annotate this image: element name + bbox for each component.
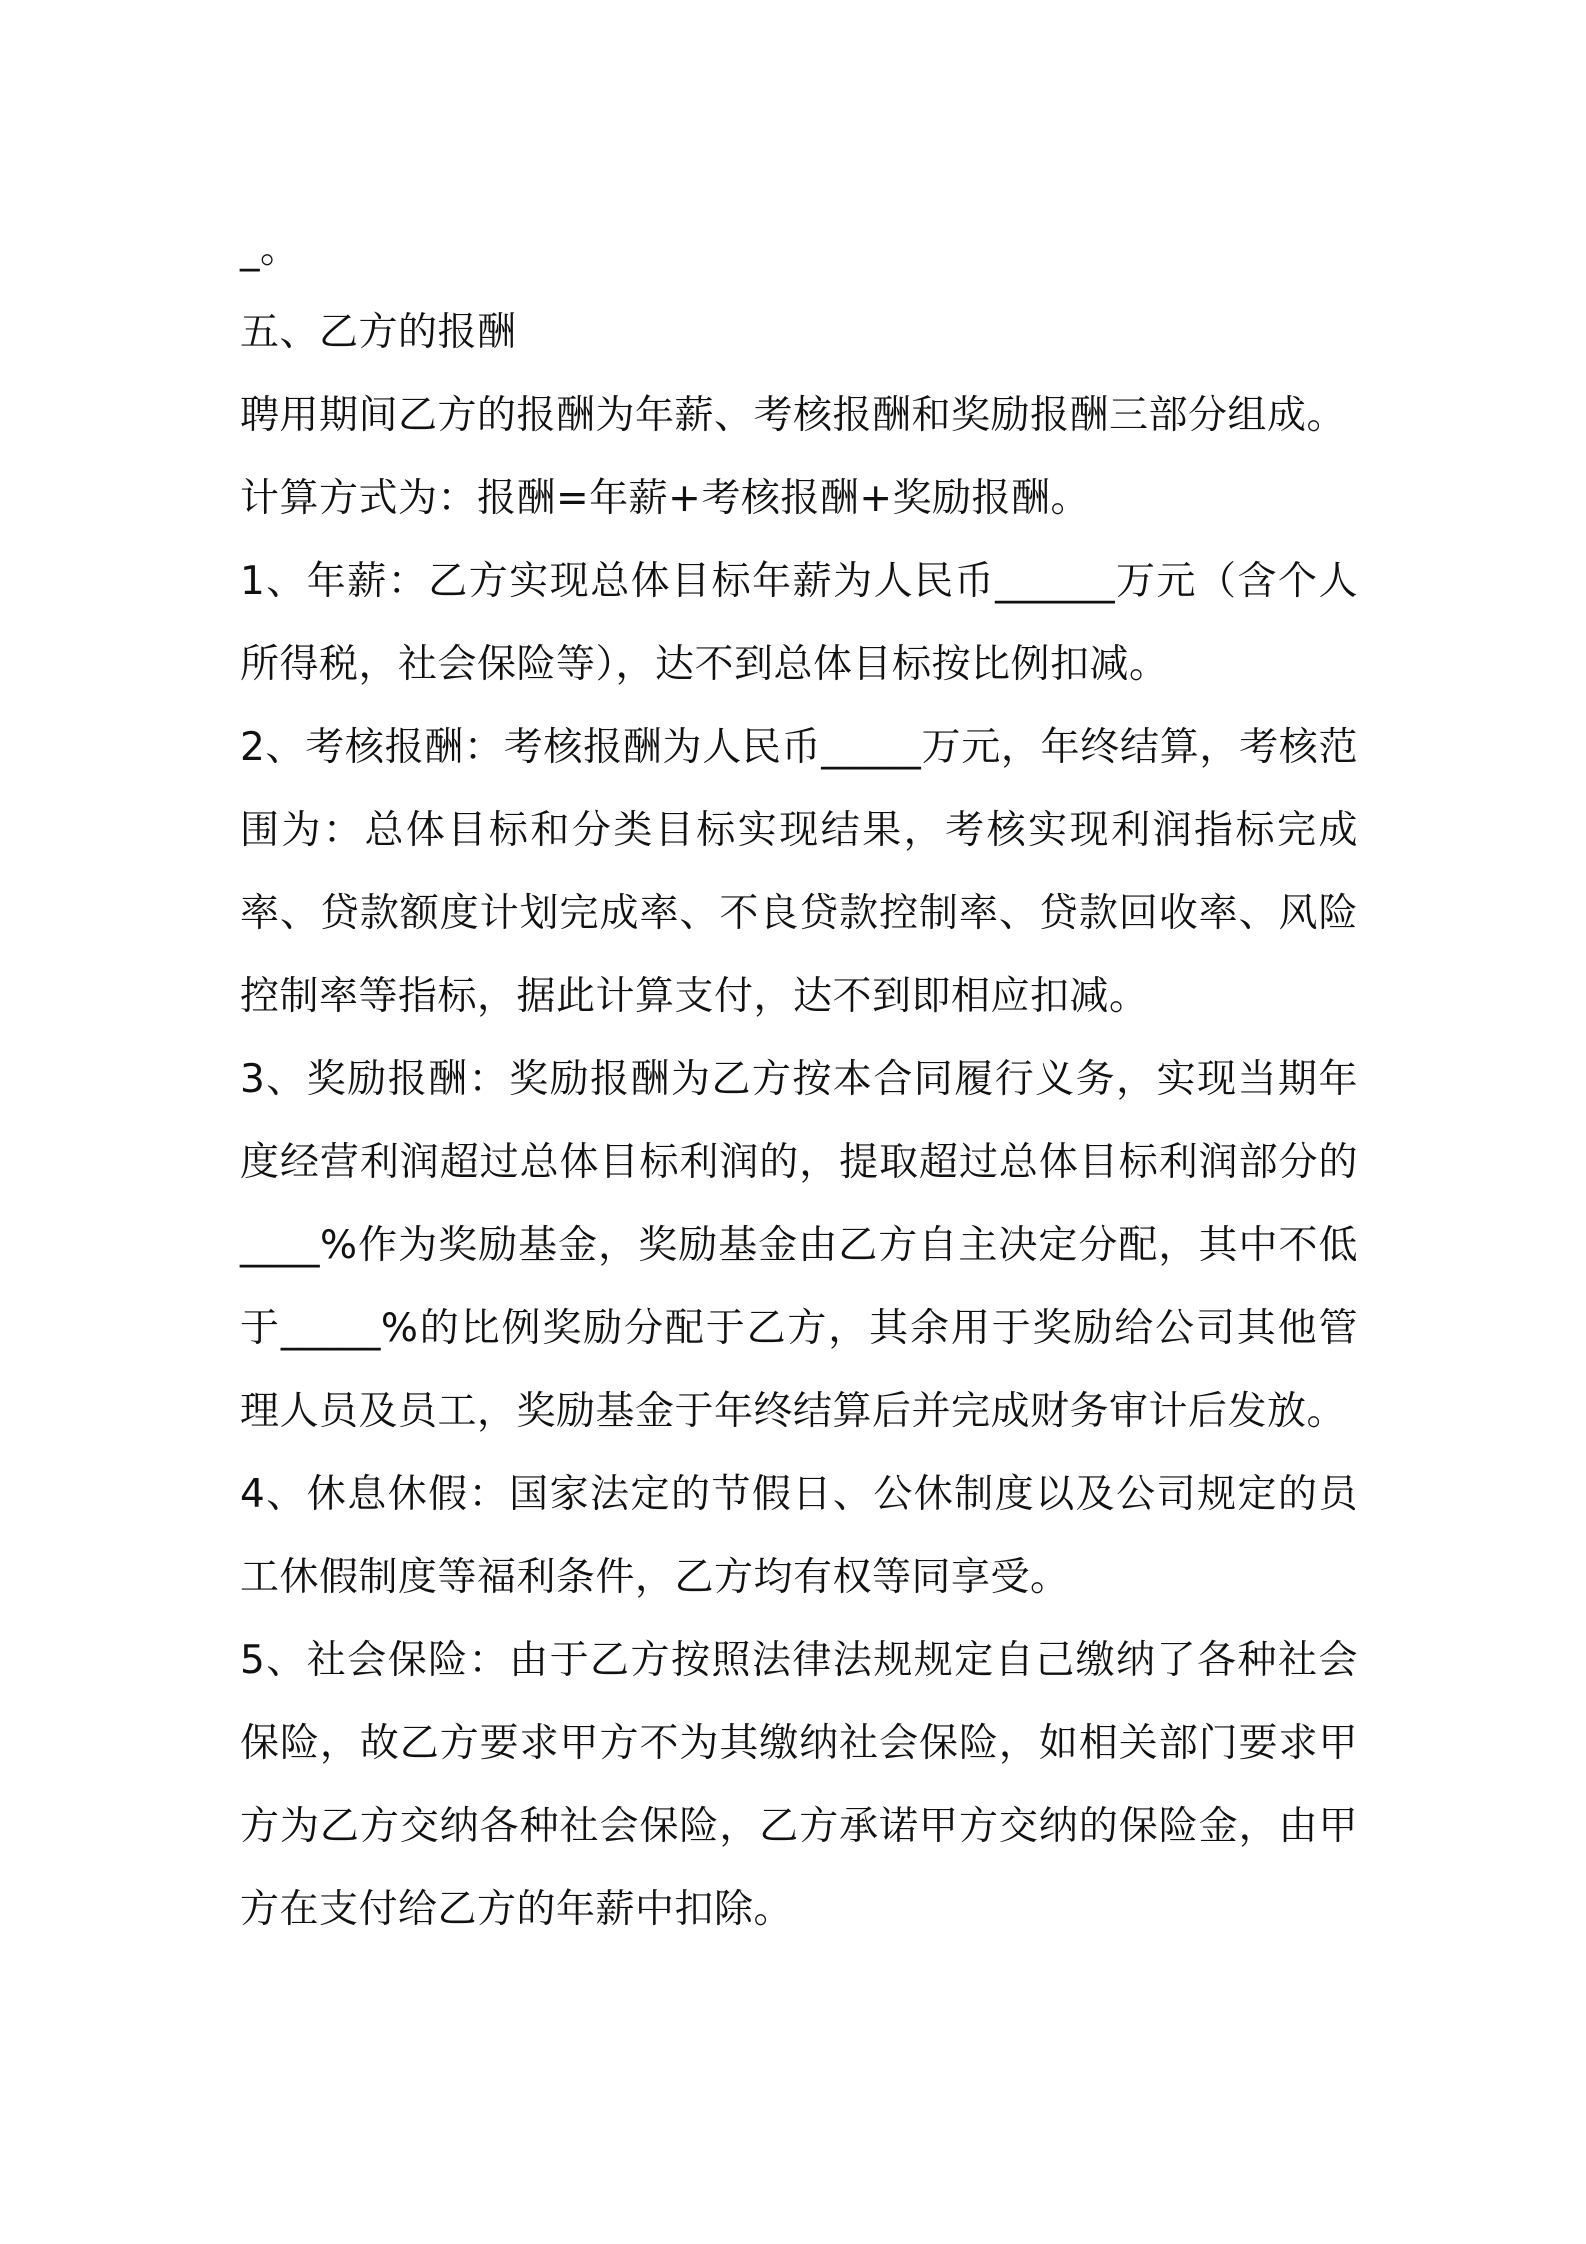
paragraph-bonus-pay: 3、奖励报酬：奖励报酬为乙方按本合同履行义务，实现当期年度经营利润超过总体目标利润的，提取超过总体目标利润部分的____%作为奖励基金，奖励基金由乙方自主决定分配，其中不低于_____%的比例奖励分配于乙方，其余用于奖励给公司其他管理人员及员工，奖励基金于年终结算后并完成财务审计后发放。 [240, 1057, 1358, 1434]
paragraph-formula: 计算方式为：报酬=年薪+考核报酬+奖励报酬。 [240, 476, 1091, 521]
continuation-fragment: _。 [240, 227, 300, 272]
paragraph-assessment-pay: 2、考核报酬：考核报酬为人民币_____万元，年终结算，考核范围为：总体目标和分类目标实现结果，考核实现利润指标完成率、贷款额度计划完成率、不良贷款控制率、贷款回收率、风险控制率等指标，据此计算支付，达不到即相应扣减。 [240, 725, 1358, 1019]
section-title: 五、乙方的报酬 [240, 310, 517, 355]
paragraph-leave: 4、休息休假：国家法定的节假日、公休制度以及公司规定的员工休假制度等福利条件，乙方均有权等同享受。 [240, 1472, 1358, 1600]
document-body [240, 208, 1358, 1951]
paragraph-social-insurance: 5、社会保险：由于乙方按照法律法规规定自己缴纳了各种社会保险，故乙方要求甲方不为其缴纳社会保险，如相关部门要求甲方为乙方交纳各种社会保险，乙方承诺甲方交纳的保险金，由甲方在支付给乙方的年薪中扣除。 [240, 1638, 1358, 1932]
paragraph-composition: 聘用期间乙方的报酬为年薪、考核报酬和奖励报酬三部分组成。 [240, 393, 1347, 438]
paragraph-annual-salary: 1、年薪：乙方实现总体目标年薪为人民币______万元（含个人所得税，社会保险等），达不到总体目标按比例扣减。 [240, 559, 1358, 687]
